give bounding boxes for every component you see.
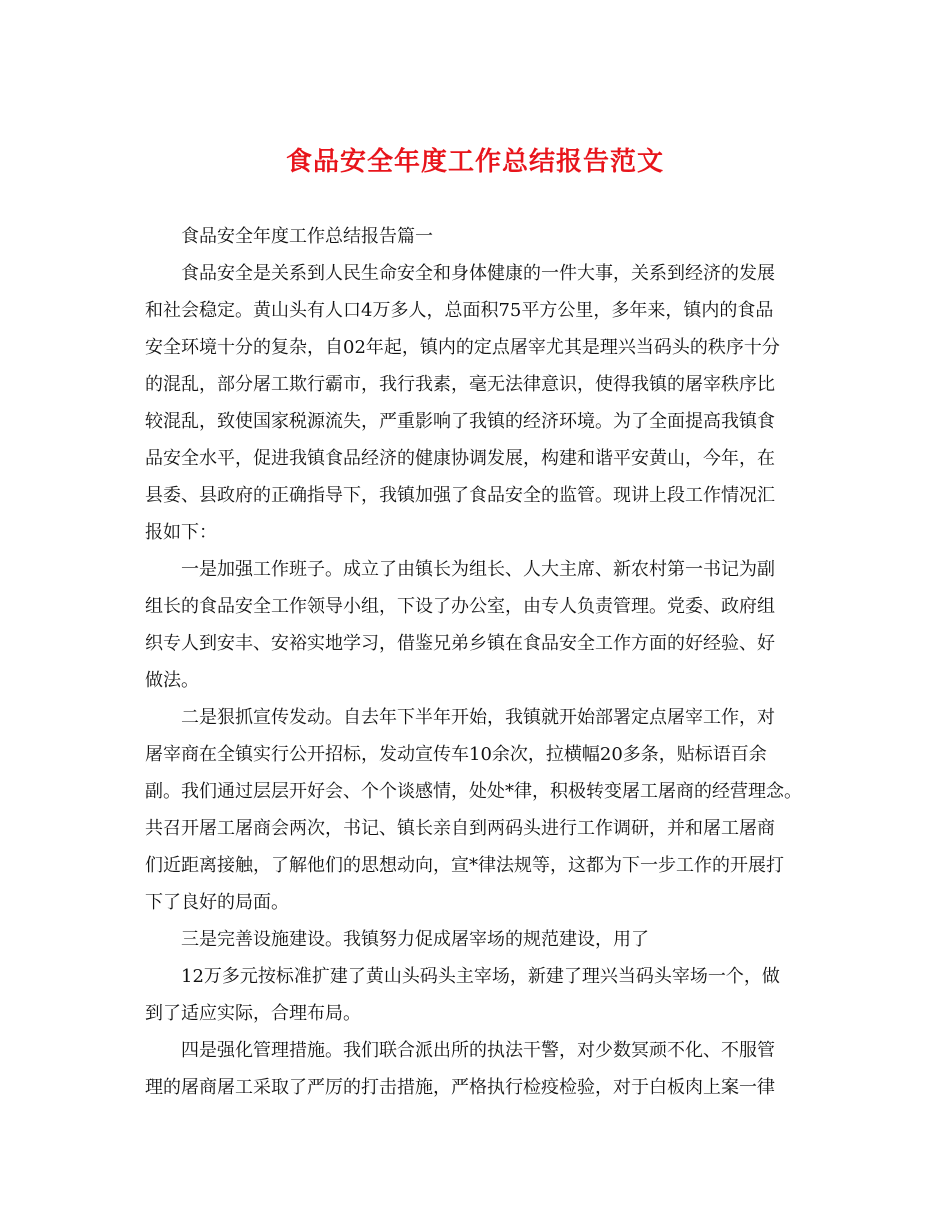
text-line: 三是完善设施建设。我镇努力促成屠宰场的规范建设，用了 xyxy=(181,929,649,950)
text-line: 组长的食品安全工作领导小组，下设了办公室，由专人负责管理。党委、政府组 xyxy=(145,596,775,617)
document-title: 食品安全年度工作总结报告范文 xyxy=(285,147,664,177)
text-line: 品安全水平，促进我镇食品经济的健康协调发展，构建和谐平安黄山，今年，在 xyxy=(145,448,775,469)
text-line: 做法。 xyxy=(145,670,199,691)
text-line: 织专人到安丰、安裕实地学习，借鉴兄弟乡镇在食品安全工作方面的好经验、好 xyxy=(145,633,775,654)
text-line: 到了适应实际，合理布局。 xyxy=(145,1003,361,1024)
text-line: 理的屠商屠工采取了严厉的打击措施，严格执行检疫检验，对于白板肉上案一律 xyxy=(145,1077,775,1098)
text-line: 们近距离接触，了解他们的思想动向，宣*律法规等，这都为下一步工作的开展打 xyxy=(145,855,784,876)
text-line: 一是加强工作班子。成立了由镇长为组长、人大主席、新农村第一书记为副 xyxy=(181,559,775,580)
text-line: 和社会稳定。黄山头有人口4万多人，总面积75平方公里，多年来，镇内的食品 xyxy=(145,300,774,321)
text-line: 屠宰商在全镇实行公开招标，发动宣传车10余次，拉横幅20多条，贴标语百余 xyxy=(145,744,767,765)
text-line: 共召开屠工屠商会两次，书记、镇长亲自到两码头进行工作调研，并和屠工屠商 xyxy=(145,818,775,839)
text-line: 二是狠抓宣传发动。自去年下半年开始，我镇就开始部署定点屠宰工作，对 xyxy=(181,707,775,728)
text-line: 下了良好的局面。 xyxy=(145,892,289,913)
text-line: 报如下： xyxy=(145,522,217,543)
text-line: 较混乱，致使国家税源流失，严重影响了我镇的经济环境。为了全面提高我镇食 xyxy=(145,411,775,432)
text-line: 食品安全是关系到人民生命安全和身体健康的一件大事，关系到经济的发展 xyxy=(181,263,775,284)
text-line: 副。我们通过层层开好会、个个谈感情，处处*律，积极转变屠工屠商的经营理念。 xyxy=(145,781,802,802)
text-line: 四是强化管理措施。我们联合派出所的执法干警，对少数冥顽不化、不服管 xyxy=(181,1040,775,1061)
text-line: 县委、县政府的正确指导下，我镇加强了食品安全的监管。现讲上段工作情况汇 xyxy=(145,485,775,506)
text-line: 12万多元按标准扩建了黄山头码头主宰场，新建了理兴当码头宰场一个，做 xyxy=(181,966,780,987)
text-line: 食品安全年度工作总结报告篇一 xyxy=(181,226,433,247)
document-body xyxy=(145,218,815,1106)
text-line: 安全环境十分的复杂，自02年起，镇内的定点屠宰尤其是理兴当码头的秩序十分 xyxy=(145,337,780,358)
text-line: 的混乱，部分屠工欺行霸市，我行我素，毫无法律意识，使得我镇的屠宰秩序比 xyxy=(145,374,775,395)
